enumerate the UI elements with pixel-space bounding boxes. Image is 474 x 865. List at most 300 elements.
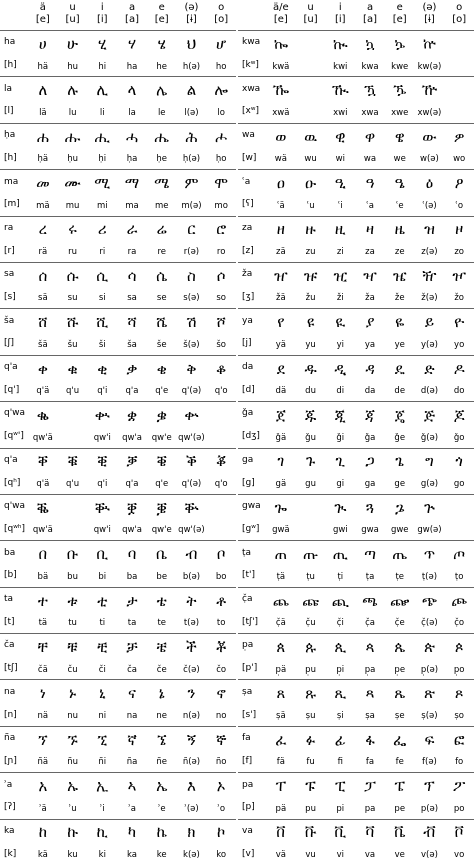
syllable-glyph: ቶ bbox=[216, 591, 227, 610]
consonant-label bbox=[238, 31, 266, 76]
right-table bbox=[238, 0, 474, 865]
left-vowel-header bbox=[0, 0, 236, 30]
consonant-label bbox=[0, 170, 28, 215]
syllable-transliteration: tu bbox=[68, 618, 77, 629]
syllable-glyph: ጴ bbox=[394, 637, 406, 656]
consonant-name: gwa bbox=[242, 501, 261, 512]
syllable-glyph: ቓ bbox=[126, 452, 138, 471]
syllable-cell bbox=[117, 402, 147, 447]
syllable-cell bbox=[117, 263, 147, 308]
syllable-cell bbox=[444, 727, 474, 772]
syllable-cell bbox=[117, 217, 147, 262]
syllable-cell bbox=[87, 773, 117, 818]
syllable-cell bbox=[147, 217, 177, 262]
syllable-cell bbox=[415, 217, 445, 262]
syllable-cell bbox=[266, 820, 296, 865]
syllable-transliteration: f(ə) bbox=[422, 757, 437, 768]
vowel-letter: e bbox=[158, 2, 165, 13]
syllable-cell bbox=[147, 773, 177, 818]
syllable-glyph: ቄ bbox=[156, 359, 167, 378]
consonant-name: q'a bbox=[4, 362, 18, 373]
vowel-ipa: [e] bbox=[392, 14, 407, 25]
syllable-glyph: ሒ bbox=[94, 127, 111, 146]
syllable-glyph: ጭ bbox=[421, 591, 438, 610]
syllable-row bbox=[28, 541, 236, 586]
syllable-transliteration: ge bbox=[394, 479, 406, 490]
syllable-transliteration: qw'ä bbox=[32, 432, 53, 443]
consonant-block bbox=[0, 494, 236, 540]
syllable-glyph: ፐ bbox=[275, 777, 287, 796]
syllable-transliteration: ki bbox=[98, 850, 106, 861]
vowel-ipa: [e] bbox=[154, 14, 169, 25]
vowel-header bbox=[117, 0, 147, 30]
syllable-cell bbox=[444, 773, 474, 818]
syllable-glyph: ሃ bbox=[127, 34, 137, 53]
syllable-cell bbox=[147, 727, 177, 772]
consonant-block bbox=[0, 772, 236, 818]
syllable-glyph: ቫ bbox=[365, 823, 375, 842]
syllable-glyph: ዠ bbox=[274, 266, 288, 285]
consonant-block bbox=[0, 30, 236, 76]
syllable-cell bbox=[296, 773, 326, 818]
syllable-row bbox=[28, 77, 236, 122]
syllable-glyph: ሚ bbox=[94, 174, 111, 193]
syllable-glyph: ፓ bbox=[364, 777, 376, 796]
syllable-transliteration: q'e bbox=[155, 386, 169, 397]
syllable-cell bbox=[385, 402, 415, 447]
syllable-transliteration: ñi bbox=[98, 757, 107, 768]
syllable-cell bbox=[296, 309, 326, 354]
syllable-cell bbox=[87, 124, 117, 169]
consonant-label bbox=[238, 541, 266, 586]
consonant-label bbox=[238, 77, 266, 122]
consonant-label bbox=[0, 820, 28, 865]
syllable-glyph: ቛ bbox=[126, 498, 138, 517]
syllable-transliteration: se bbox=[156, 293, 167, 304]
syllable-cell bbox=[325, 820, 355, 865]
syllable-glyph: ኵ bbox=[422, 34, 436, 53]
syllable-cell bbox=[296, 680, 326, 725]
syllable-cell bbox=[87, 634, 117, 679]
syllable-cell bbox=[385, 680, 415, 725]
syllable-glyph: ዡ bbox=[303, 266, 318, 285]
syllable-glyph: ዜ bbox=[394, 220, 405, 239]
syllable-cell bbox=[177, 402, 207, 447]
syllable-glyph: ጶ bbox=[454, 637, 464, 656]
syllable-transliteration: ža bbox=[365, 293, 375, 304]
syllable-transliteration: q'(ə) bbox=[181, 479, 202, 490]
syllable-glyph: ሼ bbox=[156, 313, 168, 332]
vowel-header bbox=[58, 0, 88, 30]
syllable-glyph: ቑ bbox=[67, 452, 78, 471]
consonant-block bbox=[238, 494, 474, 540]
syllable-glyph: ዔ bbox=[394, 174, 405, 193]
left-table bbox=[0, 0, 236, 865]
syllable-transliteration: p(ə) bbox=[420, 803, 439, 814]
syllable-glyph: ቻ bbox=[126, 637, 138, 656]
consonant-ipa: [t'] bbox=[242, 570, 256, 581]
syllable-cell bbox=[444, 124, 474, 169]
syllable-transliteration: qw'(ə) bbox=[178, 432, 205, 443]
syllable-cell bbox=[117, 170, 147, 215]
syllable-cell bbox=[325, 773, 355, 818]
syllable-glyph: ይ bbox=[424, 313, 435, 332]
syllable-glyph: ጐ bbox=[274, 498, 288, 517]
consonant-block bbox=[0, 679, 236, 725]
syllable-glyph: ዉ bbox=[304, 127, 318, 146]
syllable-row bbox=[266, 820, 474, 865]
syllable-glyph: ዞ bbox=[455, 220, 464, 239]
syllable-glyph: ጀ bbox=[275, 405, 286, 424]
consonant-block bbox=[0, 123, 236, 169]
syllable-transliteration: hi bbox=[98, 61, 107, 72]
syllable-cell bbox=[87, 588, 117, 633]
syllable-cell bbox=[58, 495, 88, 540]
syllable-glyph: ግ bbox=[425, 452, 434, 471]
syllable-transliteration: po bbox=[453, 803, 465, 814]
syllable-cell bbox=[87, 31, 117, 76]
syllable-glyph: ቤ bbox=[156, 545, 168, 564]
syllable-glyph: ኒ bbox=[99, 684, 106, 703]
syllable-glyph: ጠ bbox=[274, 545, 288, 564]
syllable-transliteration: qw'a bbox=[122, 432, 142, 443]
syllable-cell bbox=[266, 217, 296, 262]
syllable-glyph: ዌ bbox=[394, 127, 405, 146]
syllable-glyph: ዃ bbox=[363, 81, 377, 100]
syllable-glyph: ጨ bbox=[272, 591, 289, 610]
syllable-glyph: ጆ bbox=[453, 405, 465, 424]
syllable-glyph: ገ bbox=[277, 452, 285, 471]
consonant-ipa: [d] bbox=[242, 384, 255, 395]
syllable-glyph: ጦ bbox=[453, 545, 466, 564]
syllable-transliteration: č̣i bbox=[336, 618, 344, 629]
syllable-cell bbox=[206, 820, 236, 865]
syllable-glyph: ዑ bbox=[304, 174, 317, 193]
syllable-row bbox=[28, 263, 236, 308]
syllable-glyph: ቜ bbox=[156, 498, 167, 517]
syllable-cell bbox=[117, 449, 147, 494]
syllable-transliteration: tä bbox=[38, 618, 48, 629]
syllable-cell bbox=[296, 588, 326, 633]
syllable-glyph: ዲ bbox=[334, 359, 347, 378]
syllable-cell bbox=[266, 588, 296, 633]
syllable-glyph: ቊ bbox=[94, 405, 110, 424]
syllable-glyph: ሶ bbox=[216, 266, 226, 285]
syllable-transliteration: k(ə) bbox=[183, 850, 200, 861]
syllable-glyph: ዕ bbox=[425, 174, 434, 193]
syllable-transliteration: ǧu bbox=[305, 432, 316, 443]
syllable-transliteration: č̣o bbox=[454, 618, 465, 629]
consonant-label bbox=[0, 773, 28, 818]
syllable-glyph: ቚ bbox=[94, 498, 110, 517]
consonant-name: ya bbox=[242, 315, 253, 326]
syllable-cell bbox=[415, 402, 445, 447]
consonant-block bbox=[238, 448, 474, 494]
syllable-glyph: ቒ bbox=[97, 452, 108, 471]
syllable-transliteration: ṭ(ə) bbox=[421, 571, 438, 582]
syllable-cell bbox=[206, 495, 236, 540]
syllable-transliteration: xwi bbox=[333, 107, 348, 118]
syllable-glyph: ቅ bbox=[186, 359, 197, 378]
consonant-ipa: [t] bbox=[4, 616, 15, 627]
syllable-transliteration: ḥe bbox=[156, 154, 168, 165]
syllable-transliteration: ne bbox=[156, 711, 168, 721]
syllable-row bbox=[266, 541, 474, 586]
syllable-glyph: ው bbox=[422, 127, 437, 146]
syllable-cell bbox=[325, 356, 355, 401]
vowel-ipa: [i] bbox=[335, 14, 346, 25]
syllable-glyph: ጾ bbox=[454, 684, 464, 703]
syllable-transliteration: vä bbox=[275, 850, 286, 861]
syllable-transliteration: ku bbox=[67, 850, 78, 861]
syllable-cell bbox=[28, 495, 58, 540]
syllable-transliteration: vo bbox=[454, 850, 465, 861]
syllable-cell bbox=[177, 77, 207, 122]
syllable-glyph: መ bbox=[36, 174, 50, 193]
syllable-cell bbox=[206, 634, 236, 679]
syllable-glyph: ሀ bbox=[38, 34, 47, 53]
syllable-glyph: ሰ bbox=[38, 266, 48, 285]
syllable-transliteration: ǧo bbox=[453, 432, 465, 443]
syllable-transliteration: vi bbox=[336, 850, 344, 861]
syllable-transliteration: di bbox=[336, 386, 345, 397]
syllable-cell bbox=[385, 449, 415, 494]
syllable-transliteration: ḥo bbox=[215, 154, 227, 165]
syllable-cell bbox=[355, 588, 385, 633]
header-spacer bbox=[238, 0, 266, 30]
syllable-transliteration: qw'e bbox=[151, 525, 172, 536]
syllable-glyph: ዶ bbox=[453, 359, 465, 378]
syllable-glyph: ዘ bbox=[276, 220, 285, 239]
syllable-transliteration: kwä bbox=[272, 61, 290, 72]
syllable-cell bbox=[296, 31, 326, 76]
syllable-transliteration: p̣ä bbox=[275, 664, 287, 675]
syllable-cell bbox=[266, 727, 296, 772]
syllable-transliteration: t(ə) bbox=[183, 618, 200, 629]
syllable-cell bbox=[117, 495, 147, 540]
syllable-glyph: ን bbox=[187, 684, 196, 703]
syllable-cell bbox=[117, 727, 147, 772]
syllable-transliteration: le bbox=[157, 107, 166, 118]
syllable-glyph: ነ bbox=[39, 684, 46, 703]
consonant-ipa: [ʔ] bbox=[4, 802, 16, 813]
consonant-ipa: [tʃ'] bbox=[242, 616, 259, 627]
consonant-ipa: [ɲ] bbox=[4, 755, 17, 766]
syllable-transliteration: wu bbox=[304, 154, 317, 165]
syllable-row bbox=[266, 449, 474, 494]
vowel-letter: e bbox=[396, 2, 403, 13]
syllable-glyph: ቬ bbox=[394, 823, 406, 842]
vowel-header bbox=[206, 0, 236, 30]
consonant-name: q'wa bbox=[4, 408, 26, 419]
syllable-glyph: ቹ bbox=[67, 637, 78, 656]
consonant-ipa: [ʕ] bbox=[242, 199, 254, 210]
syllable-cell bbox=[58, 727, 88, 772]
syllable-glyph: ቈ bbox=[36, 405, 49, 424]
syllable-transliteration: kwe bbox=[391, 61, 409, 72]
syllable-cell bbox=[325, 77, 355, 122]
syllable-transliteration: q'o bbox=[214, 479, 228, 490]
consonant-label bbox=[0, 541, 28, 586]
syllable-transliteration: gwa bbox=[361, 525, 379, 536]
consonant-block bbox=[0, 587, 236, 633]
syllable-cell bbox=[206, 680, 236, 725]
consonant-name: ča bbox=[4, 640, 15, 651]
syllable-cell bbox=[325, 217, 355, 262]
syllable-glyph: ጃ bbox=[365, 405, 375, 424]
syllable-cell bbox=[325, 449, 355, 494]
syllable-glyph: ዬ bbox=[395, 313, 405, 332]
vowel-header bbox=[28, 0, 58, 30]
syllable-cell bbox=[266, 170, 296, 215]
syllable-cell bbox=[266, 541, 296, 586]
syllable-cell bbox=[296, 263, 326, 308]
syllable-glyph: ሄ bbox=[157, 34, 166, 53]
consonant-ipa: [j] bbox=[242, 338, 252, 349]
vowel-header bbox=[266, 0, 296, 30]
header-spacer bbox=[0, 0, 28, 30]
syllable-cell bbox=[296, 449, 326, 494]
syllable-glyph: ዊ bbox=[335, 127, 346, 146]
syllable-cell bbox=[415, 680, 445, 725]
syllable-transliteration: gä bbox=[275, 479, 287, 490]
syllable-cell bbox=[58, 820, 88, 865]
syllable-glyph: ዓ bbox=[365, 174, 375, 193]
syllable-glyph: ጔ bbox=[395, 498, 405, 517]
syllable-glyph: ጄ bbox=[394, 405, 405, 424]
syllable-glyph: ና bbox=[128, 684, 136, 703]
syllable-cell bbox=[296, 77, 326, 122]
syllable-row bbox=[28, 402, 236, 447]
consonant-block bbox=[238, 169, 474, 215]
consonant-ipa: [k] bbox=[4, 848, 17, 859]
consonant-block bbox=[0, 262, 236, 308]
syllable-transliteration: ṭa bbox=[365, 571, 375, 582]
syllable-glyph: ች bbox=[186, 637, 197, 656]
syllable-transliteration: qw'i bbox=[93, 525, 111, 536]
consonant-block bbox=[238, 76, 474, 122]
syllable-transliteration: q'e bbox=[155, 479, 169, 490]
consonant-block bbox=[0, 726, 236, 772]
syllable-transliteration: do bbox=[453, 386, 465, 397]
syllable-transliteration: sä bbox=[38, 293, 48, 304]
syllable-cell bbox=[444, 356, 474, 401]
syllable-cell bbox=[28, 402, 58, 447]
syllable-glyph: ቪ bbox=[334, 823, 347, 842]
vowel-ipa: [e] bbox=[35, 14, 50, 25]
syllable-cell bbox=[296, 124, 326, 169]
syllable-glyph: ማ bbox=[124, 174, 140, 193]
vowel-header bbox=[87, 0, 117, 30]
syllable-cell bbox=[296, 217, 326, 262]
syllable-glyph: ሓ bbox=[125, 127, 139, 146]
syllable-cell bbox=[177, 773, 207, 818]
syllable-glyph: ቸ bbox=[37, 637, 49, 656]
syllable-transliteration: ye bbox=[394, 339, 405, 350]
syllable-glyph: ሻ bbox=[127, 313, 137, 332]
syllable-cell bbox=[385, 541, 415, 586]
syllable-glyph: ር bbox=[187, 220, 196, 239]
syllable-transliteration: r(ə) bbox=[183, 247, 200, 258]
syllable-cell bbox=[87, 402, 117, 447]
syllable-glyph: ጁ bbox=[304, 405, 317, 424]
syllable-transliteration: ñu bbox=[67, 757, 78, 768]
syllable-glyph: ሊ bbox=[96, 81, 109, 100]
consonant-name: xwa bbox=[242, 83, 261, 94]
syllable-transliteration: ba bbox=[126, 571, 138, 582]
syllable-transliteration: ʿi bbox=[337, 200, 343, 211]
syllable-glyph: ቴ bbox=[156, 591, 167, 610]
syllable-glyph: ሉ bbox=[67, 81, 78, 100]
consonant-label bbox=[0, 680, 28, 725]
vowel-ipa: [e] bbox=[273, 14, 288, 25]
syllable-row bbox=[28, 170, 236, 215]
consonant-name: ǧa bbox=[242, 408, 254, 419]
syllable-glyph: ጊ bbox=[335, 452, 346, 471]
consonant-label bbox=[238, 124, 266, 169]
syllable-glyph: ለ bbox=[38, 81, 48, 100]
syllable-cell bbox=[355, 356, 385, 401]
syllable-glyph: ኴ bbox=[394, 34, 406, 53]
syllable-transliteration: ro bbox=[216, 247, 226, 258]
syllable-cell bbox=[325, 588, 355, 633]
syllable-cell bbox=[87, 217, 117, 262]
syllable-glyph: ረ bbox=[38, 220, 48, 239]
syllable-glyph: ኳ bbox=[365, 34, 375, 53]
syllable-cell bbox=[444, 634, 474, 679]
consonant-ipa: [f] bbox=[242, 755, 253, 766]
consonant-name: ha bbox=[4, 37, 16, 48]
syllable-cell bbox=[147, 495, 177, 540]
consonant-ipa: [s] bbox=[4, 291, 16, 302]
consonant-block bbox=[238, 540, 474, 586]
syllable-glyph: ዮ bbox=[454, 313, 465, 332]
syllable-row bbox=[28, 495, 236, 540]
syllable-glyph: ሆ bbox=[216, 34, 227, 53]
syllable-cell bbox=[385, 263, 415, 308]
vowel-header bbox=[415, 0, 445, 30]
syllable-glyph: ኡ bbox=[67, 777, 79, 796]
syllable-cell bbox=[355, 820, 385, 865]
syllable-cell bbox=[28, 263, 58, 308]
syllable-cell bbox=[58, 124, 88, 169]
syllable-glyph: ድ bbox=[424, 359, 435, 378]
syllable-transliteration: ve bbox=[394, 850, 405, 861]
syllable-glyph: ዛ bbox=[365, 220, 375, 239]
syllable-transliteration: wi bbox=[335, 154, 345, 165]
syllable-cell bbox=[325, 402, 355, 447]
syllable-transliteration: ʾ(ə) bbox=[184, 803, 199, 814]
syllable-transliteration: šo bbox=[216, 339, 226, 350]
consonant-label bbox=[0, 31, 28, 76]
consonant-ipa: [qʷʰ] bbox=[4, 523, 26, 534]
syllable-cell bbox=[117, 680, 147, 725]
consonant-name: ta bbox=[4, 594, 14, 605]
consonant-label bbox=[238, 217, 266, 262]
syllable-row bbox=[266, 77, 474, 122]
syllable-cell bbox=[87, 820, 117, 865]
syllable-glyph: ቔ bbox=[156, 452, 167, 471]
consonant-name: ga bbox=[242, 454, 254, 465]
syllable-transliteration: zu bbox=[305, 247, 316, 258]
syllable-cell bbox=[266, 634, 296, 679]
syllable-cell bbox=[177, 727, 207, 772]
syllable-transliteration: ga bbox=[364, 479, 376, 490]
syllable-transliteration: p̣e bbox=[394, 664, 406, 675]
syllable-glyph: ዋ bbox=[364, 127, 376, 146]
syllable-cell bbox=[28, 588, 58, 633]
syllable-transliteration: si bbox=[98, 293, 106, 304]
